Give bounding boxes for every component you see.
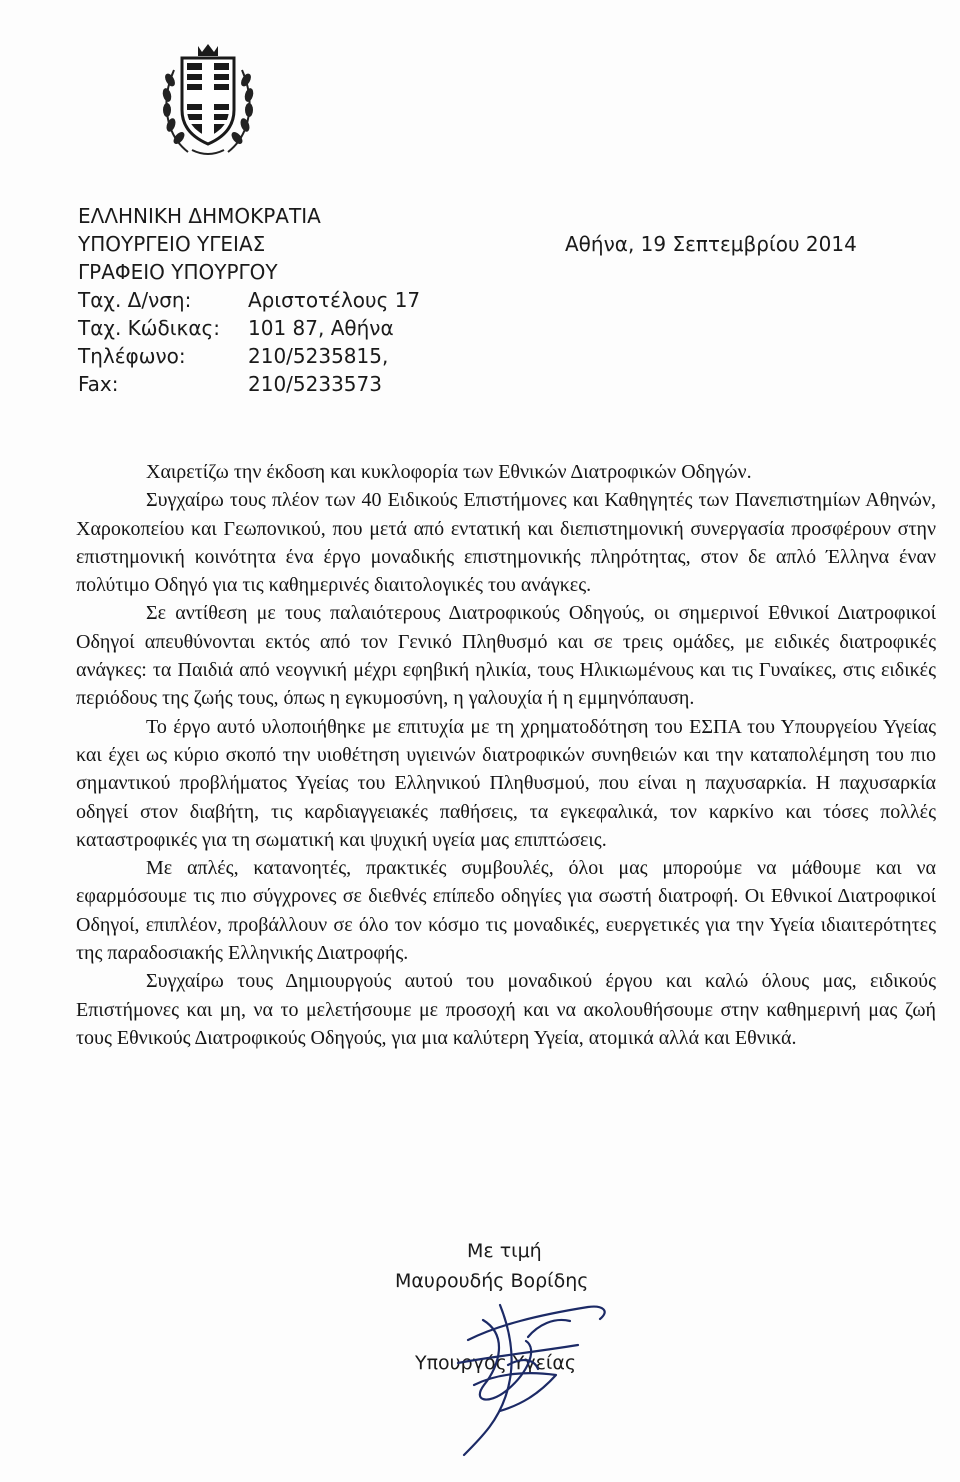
handwritten-signature: [388, 1245, 648, 1475]
address-value: Αριστοτέλους 17: [248, 288, 421, 312]
header-fax: [78, 370, 420, 398]
sender-header: [78, 202, 420, 398]
postcode-label: Ταχ. Κώδικας:: [78, 316, 220, 340]
header-address: [78, 286, 420, 314]
address-label: Ταχ. Δ/νση:: [78, 288, 192, 312]
letter-body: [76, 458, 936, 1052]
letter-date: Αθήνα, 19 Σεπτεμβρίου 2014: [565, 232, 857, 256]
paragraph-1: Χαιρετίζω την έκδοση και κυκλοφορία των Εθνικών Διατροφικών Οδηγών.: [146, 461, 752, 483]
postcode-value: 101 87, Αθήνα: [248, 316, 394, 340]
paragraph-6: Συγχαίρω τους Δημιουργούς αυτού του μοναδικού έργου και καλώ όλους μας, ειδικούς Επιστήμονες και μη, να το μελετήσουμε με προσοχή και να ακολουθήσουμε στην καθημερινή μας ζωή τους Εθνικούς Διατροφικούς Οδηγούς, για μια καλύτερη Υγεία, ατομικά αλλά και Εθνικά.: [76, 970, 936, 1049]
paragraph-3: Σε αντίθεση με τους παλαιότερους Διατροφικούς Οδηγούς, οι σημερινοί Εθνικοί Διατροφικοί Οδηγοί απευθύνονται εκτός από τον Γενικό Πληθυσμό και σε τρεις ομάδες, με ειδικές διατροφικές ανάγκες: τα Παιδιά από νεογνική μέχρι εφηβική ηλικία, τους Ηλικιωμένους και τις Γυναίκες, στις ειδικές περιόδους της ζωής τους, όπως η εγκυμοσύνη, η γαλουχία ή η εμμηνόπαυση.: [76, 602, 936, 710]
phone-value: 210/5235815,: [248, 344, 389, 368]
coat-of-arms-icon: [158, 40, 258, 160]
header-postcode: [78, 314, 420, 342]
fax-label: Fax:: [78, 372, 119, 396]
fax-value: 210/5233573: [248, 372, 382, 396]
paragraph-4: Το έργο αυτό υλοποιήθηκε με επιτυχία με τη χρηματοδότηση του ΕΣΠΑ του Υπουργείου Υγείας και έχει ως κύριο σκοπό την υιοθέτηση υγιεινών διατροφικών συνηθειών και την καταπολέμηση του πιο σημαντικού προβλήματος Υγείας του Ελληνικού Πληθυσμού, που είναι η παχυσαρκία. Η παχυσαρκία οδηγεί στον διαβήτη, τις καρδιαγγειακές παθήσεις, τα εγκεφαλικά, τον καρκίνο και τόσες πολλές καταστροφικές για τη σωματική και ψυχική υγεία μας επιπτώσεις.: [76, 715, 936, 851]
paragraph-5: Με απλές, κατανοητές, πρακτικές συμβουλές, όλοι μας μπορούμε να μάθουμε και να εφαρμόσουμε τις πιο σύγχρονες σε διεθνές επίπεδο οδηγίες για σωστή διατροφή. Οι Εθνικοί Διατροφικοί Οδηγοί, επιπλέον, προβάλλουν σε όλο τον κόσμο τις μοναδικές, ευεργετικές για την Υγεία ιδιαιτερότητες της παραδοσιακής Ελληνικής Διατροφής.: [76, 857, 936, 965]
signatory-name: Μαυρουδής Βορίδης: [395, 1270, 589, 1292]
header-ministry: ΥΠΟΥΡΓΕΙΟ ΥΓΕΙΑΣ: [78, 232, 266, 256]
header-phone: [78, 342, 420, 370]
paragraph-2: Συγχαίρω τους πλέον των 40 Ειδικούς Επιστήμονες και Καθηγητές των Πανεπιστημίων Αθηνών, Χαροκοπείου και Γεωπονικού, που μετά από εντατική και διεπιστημονική συνεργασία προσφέρουν στην επιστημονική κοινότητα ένα έργο μοναδικής επιστημονικής πληρότητας, στον δε απλό Έλληνα έναν πολύτιμο Οδηγό για τις καθημερινές διαιτολογικές του ανάγκες.: [76, 489, 936, 597]
closing-greeting: Με τιμή: [467, 1240, 542, 1262]
phone-label: Τηλέφωνο:: [78, 344, 186, 368]
signatory-title: Υπουργός Υγείας: [415, 1352, 577, 1374]
header-country: ΕΛΛΗΝΙΚΗ ΔΗΜΟΚΡΑΤΙΑ: [78, 204, 321, 228]
header-office: ΓΡΑΦΕΙΟ ΥΠΟΥΡΓΟΥ: [78, 260, 278, 284]
